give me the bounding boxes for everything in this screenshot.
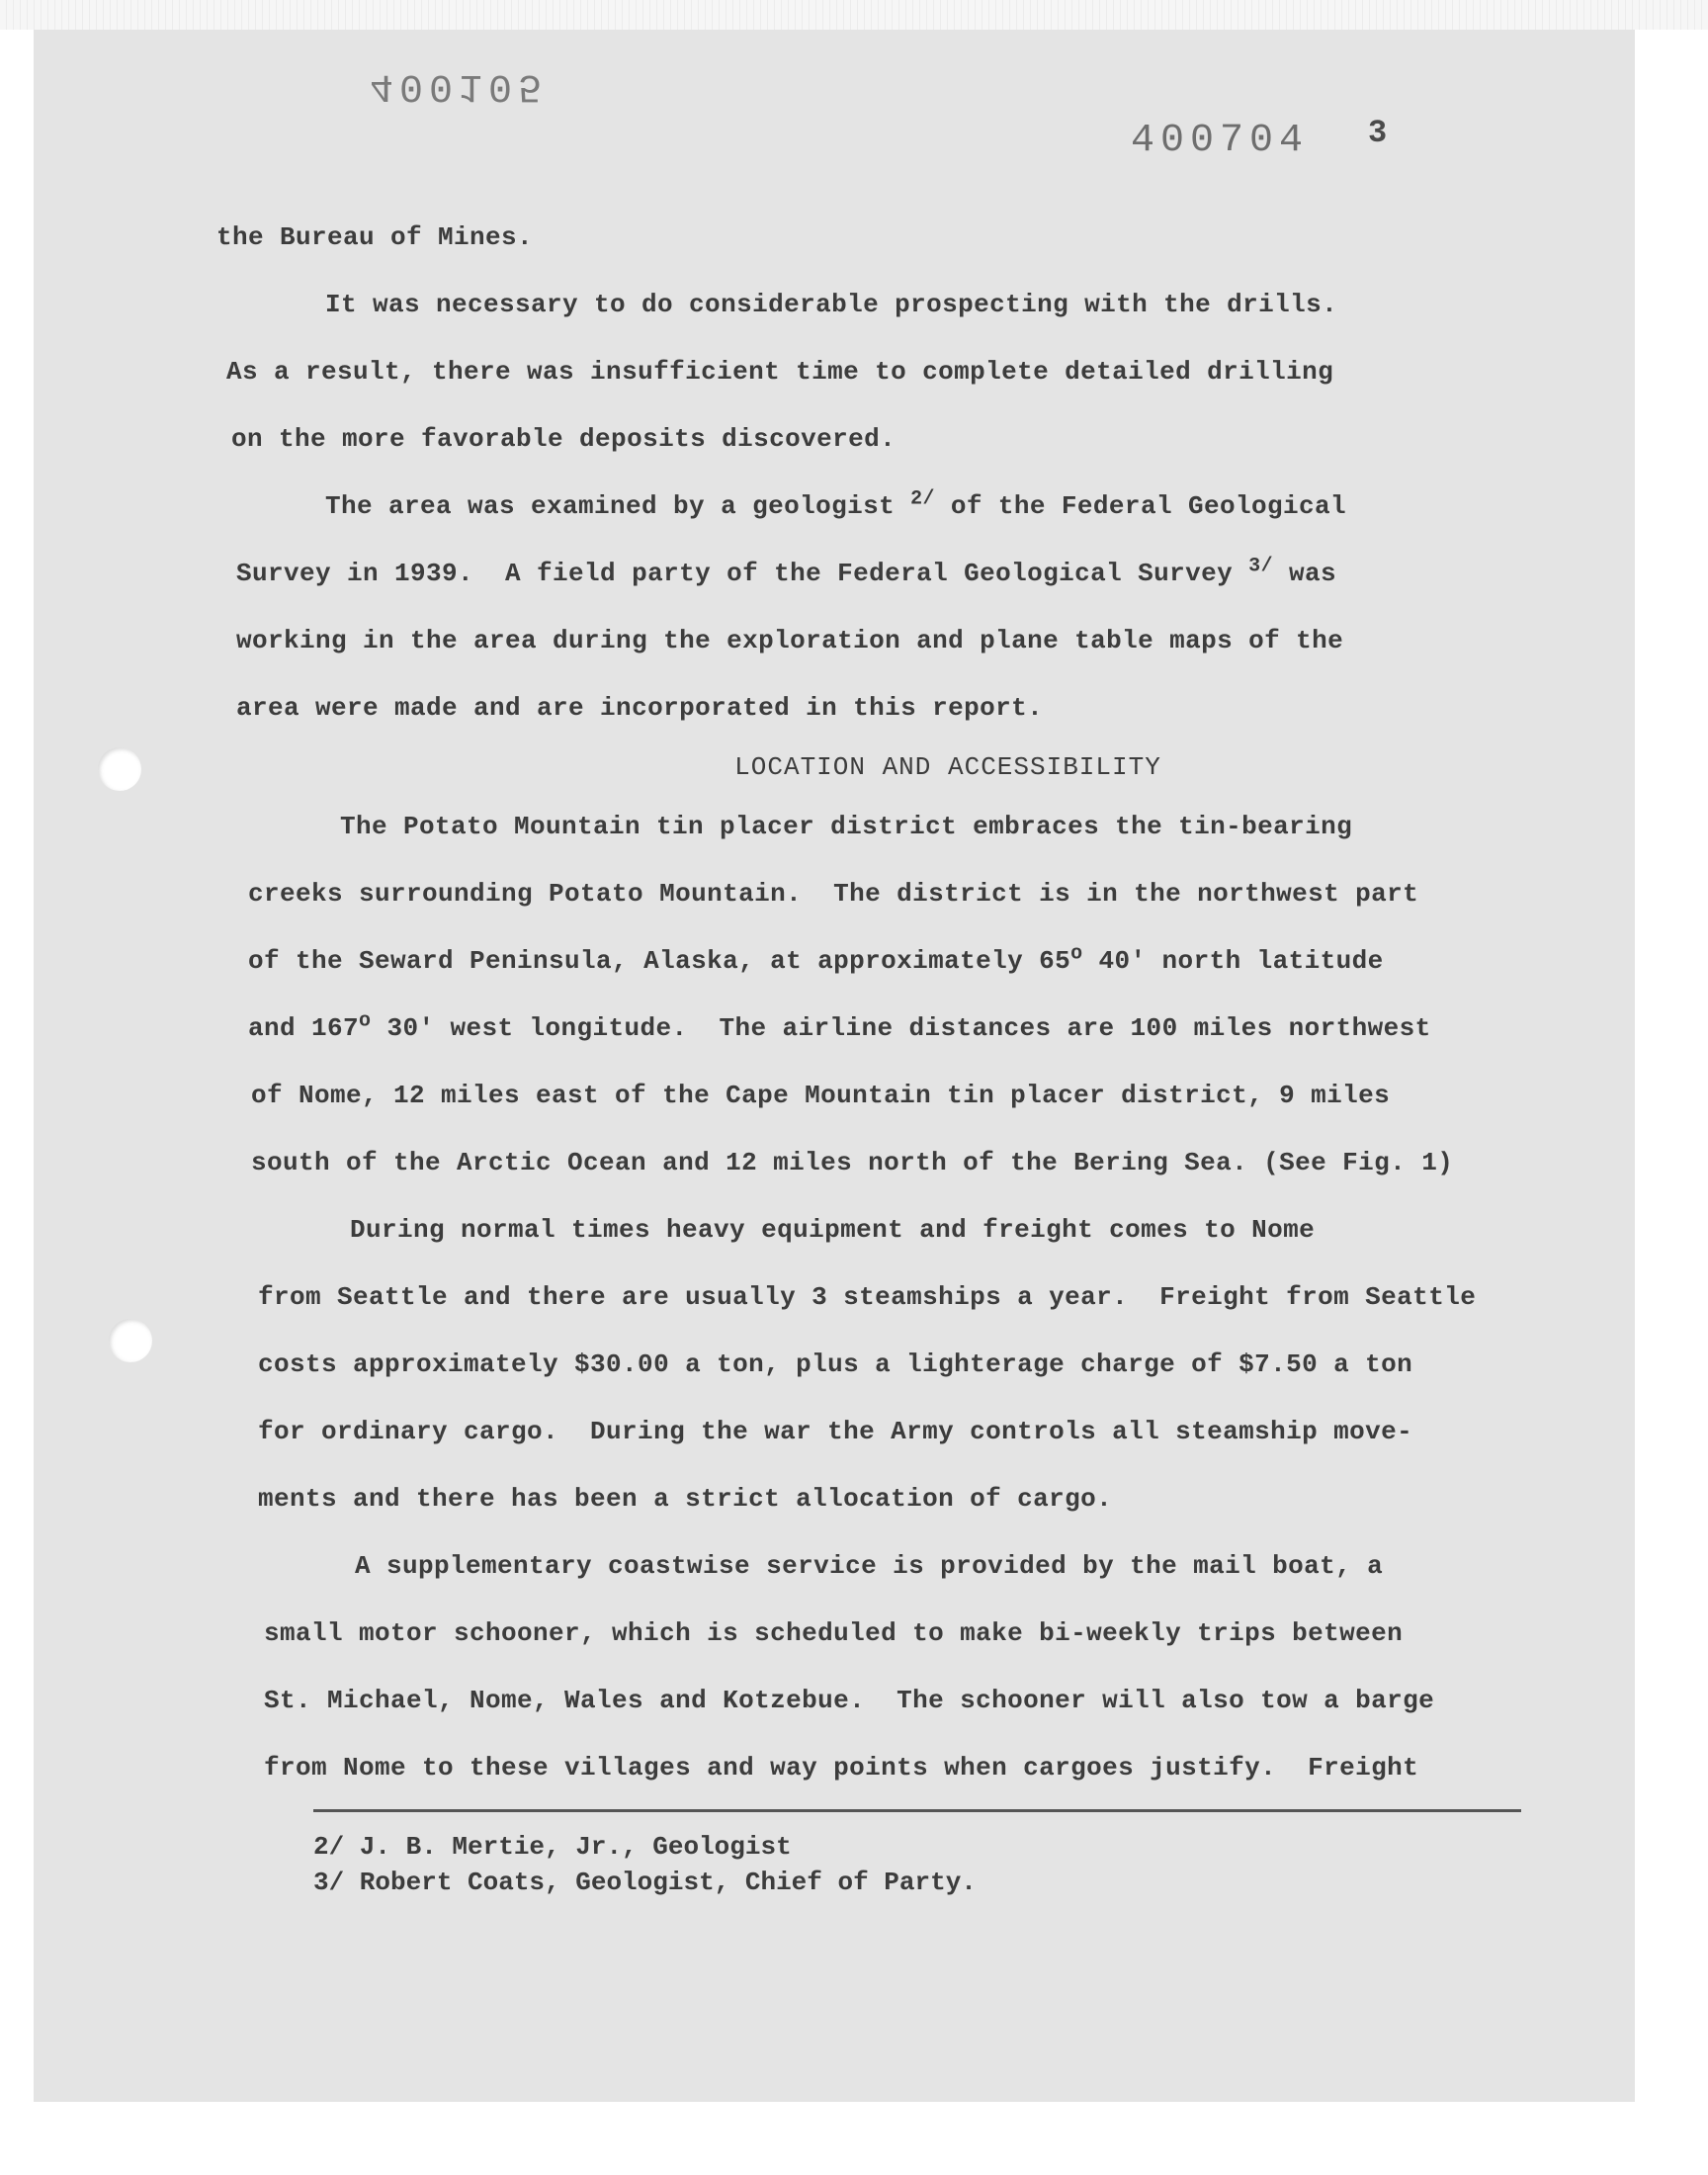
text-segment: Survey in 1939. A field party of the Federal Geological Survey xyxy=(236,559,1249,588)
footnote-ref-2: 2/ xyxy=(910,487,935,511)
text-segment: 40' north latitude xyxy=(1082,946,1384,976)
paragraph-6-line-1: A supplementary coastwise service is provided by the mail boat, a xyxy=(355,1551,1384,1581)
paragraph-6-line-3: St. Michael, Nome, Wales and Kotzebue. The schooner will also tow a barge xyxy=(264,1686,1435,1715)
paragraph-5-line-1: During normal times heavy equipment and freight comes to Nome xyxy=(350,1215,1316,1245)
document-number: 400704 xyxy=(1131,119,1310,163)
text-segment: of the Seward Peninsula, Alaska, at approximately 65 xyxy=(248,946,1071,976)
paragraph-6-line-4: from Nome to these villages and way points when cargoes justify. Freight xyxy=(264,1753,1419,1783)
paragraph-3-line-4: area were made and are incorporated in this report. xyxy=(236,693,1044,723)
paragraph-2-line-1: It was necessary to do considerable prospecting with the drills. xyxy=(325,290,1338,319)
text-segment: of the Federal Geological xyxy=(934,491,1346,521)
paragraph-5-line-5: ments and there has been a strict allocation of cargo. xyxy=(258,1484,1113,1514)
text-segment: and 167 xyxy=(248,1013,360,1043)
paragraph-4-line-2: creeks surrounding Potato Mountain. The district is in the northwest part xyxy=(248,879,1419,909)
footnote-2: 2/ J. B. Mertie, Jr., Geologist xyxy=(313,1832,792,1862)
footnotes xyxy=(313,1829,977,1900)
text-segment: 30' west longitude. The airline distances are 100 miles northwest xyxy=(371,1013,1431,1043)
footnote-3: 3/ Robert Coats, Geologist, Chief of Party. xyxy=(313,1868,977,1897)
punch-hole-upper xyxy=(98,747,141,791)
paragraph-6-line-2: small motor schooner, which is scheduled to make bi-weekly trips between xyxy=(264,1618,1404,1648)
paragraph-3-line-2 xyxy=(236,540,1541,607)
paragraph-5-line-2: from Seattle and there are usually 3 steamships a year. Freight from Seattle xyxy=(258,1282,1477,1312)
paragraph-5-line-3: costs approximately $30.00 a ton, plus a lighterage charge of $7.50 a ton xyxy=(258,1349,1413,1379)
section-heading: LOCATION AND ACCESSIBILITY xyxy=(734,752,1161,782)
paragraph-1-line-1: the Bureau of Mines. xyxy=(216,222,534,252)
degree-sign: o xyxy=(359,1009,372,1033)
page-number: 3 xyxy=(1368,115,1388,151)
footnote-separator xyxy=(313,1809,1521,1812)
paragraph-4-line-4 xyxy=(248,995,1541,1062)
degree-sign: o xyxy=(1070,942,1083,966)
text-segment: was xyxy=(1272,559,1336,588)
paragraph-3-line-3: working in the area during the exploration and plane table maps of the xyxy=(236,626,1344,655)
paragraph-4-line-6: south of the Arctic Ocean and 12 miles north of the Bering Sea. (See Fig. 1) xyxy=(251,1148,1454,1177)
paragraph-5-line-4: for ordinary cargo. During the war the Army controls all steamship move- xyxy=(258,1417,1413,1446)
paragraph-2-line-3: on the more favorable deposits discovered. xyxy=(231,424,897,454)
mirrored-stamp-number: 400105 xyxy=(370,63,549,108)
paragraph-3-line-1 xyxy=(236,473,1541,540)
scan-bottom-margin xyxy=(0,2102,1708,2175)
punch-hole-lower xyxy=(109,1319,152,1362)
paragraph-4-line-3 xyxy=(248,927,1541,995)
paragraph-4-line-1: The Potato Mountain tin placer district embraces the tin-bearing xyxy=(340,812,1353,841)
scan-top-edge xyxy=(0,0,1708,30)
body-text xyxy=(216,204,1541,1801)
paragraph-4-line-5: of Nome, 12 miles east of the Cape Mountain tin placer district, 9 miles xyxy=(251,1081,1391,1110)
document-page xyxy=(34,30,1635,2102)
text-segment: The area was examined by a geologist xyxy=(325,491,911,521)
footnote-ref-3: 3/ xyxy=(1248,555,1273,578)
paragraph-2-line-2: As a result, there was insufficient time to complete detailed drilling xyxy=(226,357,1334,387)
